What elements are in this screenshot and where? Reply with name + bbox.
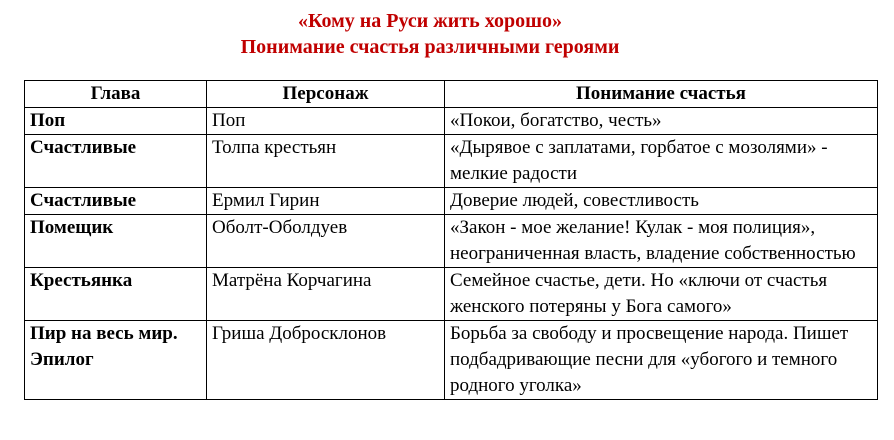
table-row <box>25 108 878 135</box>
chapter-cell: Счастливые <box>25 135 207 188</box>
chapter-cell: Пир на весь мир. Эпилог <box>25 321 207 400</box>
table-header-row <box>25 81 878 108</box>
page-subtitle: Понимание счастья различными героями <box>240 36 620 58</box>
happiness-cell: «Закон - мое желание! Кулак - моя полиция», неограниченная власть, владение собственностью <box>445 215 878 268</box>
table-row <box>25 321 878 400</box>
character-cell: Гриша Добросклонов <box>207 321 445 400</box>
chapter-cell: Счастливые <box>25 188 207 215</box>
character-cell: Толпа крестьян <box>207 135 445 188</box>
character-cell: Поп <box>207 108 445 135</box>
title-block <box>0 8 860 60</box>
chapter-cell: Крестьянка <box>25 268 207 321</box>
happiness-cell: «Дырявое с заплатами, горбатое с мозолями» - мелкие радости <box>445 135 878 188</box>
happiness-cell: «Покои, богатство, честь» <box>445 108 878 135</box>
happiness-table <box>24 80 878 400</box>
table-row <box>25 215 878 268</box>
happiness-cell: Борьба за свободу и просвещение народа. Пишет подбадривающие песни для «убогого и темного родного уголка» <box>445 321 878 400</box>
chapter-cell: Поп <box>25 108 207 135</box>
page-title: «Кому на Руси жить хорошо» <box>298 10 562 32</box>
happiness-cell: Семейное счастье, дети. Но «ключи от счастья женского потеряны у Бога самого» <box>445 268 878 321</box>
column-header-character: Персонаж <box>207 81 445 108</box>
character-cell: Матрёна Корчагина <box>207 268 445 321</box>
happiness-cell: Доверие людей, совестливость <box>445 188 878 215</box>
column-header-chapter: Глава <box>25 81 207 108</box>
table-row <box>25 188 878 215</box>
table-row <box>25 268 878 321</box>
table-row <box>25 135 878 188</box>
column-header-happiness: Понимание счастья <box>445 81 878 108</box>
character-cell: Оболт-Оболдуев <box>207 215 445 268</box>
chapter-cell: Помещик <box>25 215 207 268</box>
character-cell: Ермил Гирин <box>207 188 445 215</box>
